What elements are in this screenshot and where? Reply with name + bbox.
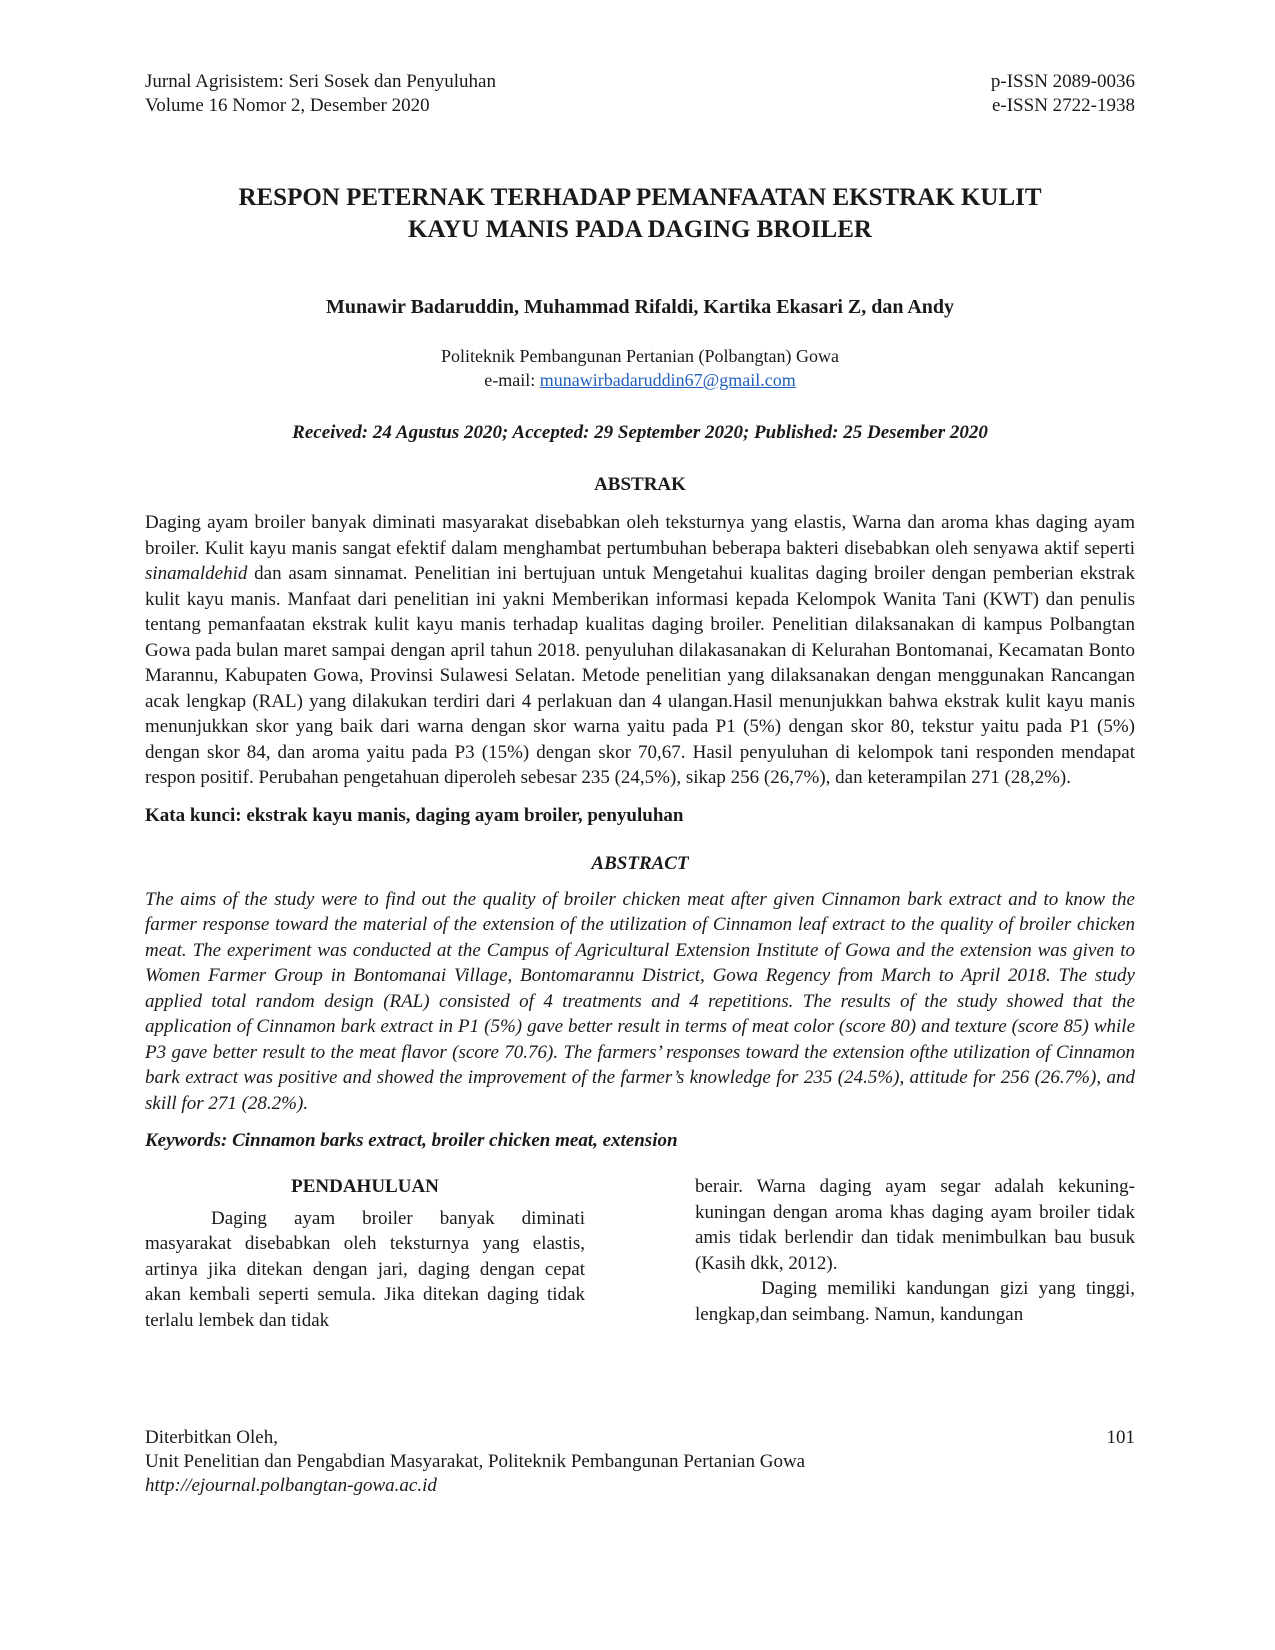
email-label: e-mail:	[484, 370, 540, 390]
page-number: 101	[1106, 1427, 1135, 1448]
paper-page	[145, 70, 1135, 1333]
abstrak-body	[145, 510, 1135, 791]
intro-right-paragraph-2: Daging memiliki kandungan gizi yang tinggi, lengkap,dan seimbang. Namun, kandungan	[695, 1278, 1135, 1325]
page-footer	[145, 1426, 1135, 1498]
affiliation	[145, 344, 1135, 392]
email-link[interactable]: munawirbadaruddin67@gmail.com	[539, 370, 796, 390]
intro-columns	[145, 1174, 1135, 1333]
paper-title-line-2: KAYU MANIS PADA DAGING BROILER	[408, 216, 872, 243]
journal-name: Jurnal Agrisistem: Seri Sosek dan Penyuluhan	[145, 71, 496, 92]
e-issn: e-ISSN 2722-1938	[991, 95, 1135, 116]
authors: Munawir Badaruddin, Muhammad Rifaldi, Kartika Ekasari Z, dan Andy	[325, 296, 955, 318]
intro-left-paragraph: Daging ayam broiler banyak diminati masyarakat disebabkan oleh teksturnya yang elastis, artinya jika ditekan dengan jari, daging dengan cepat akan kembali seperti semula. Jika ditekan daging tidak terlalu lembek dan tidak	[145, 1207, 585, 1331]
journal-header-right	[991, 70, 1135, 118]
intro-left-column	[145, 1174, 585, 1333]
published-by: Diterbitkan Oleh,	[145, 1427, 278, 1448]
abstrak-italic-term: sinamaldehid	[145, 563, 248, 584]
paper-title	[145, 182, 1135, 246]
abstrak-heading: ABSTRAK	[594, 474, 686, 495]
abstract-body: The aims of the study were to find out the quality of broiler chicken meat after given Cinnamon bark extract and to know the farmer response toward the material of the extension of the utilization of Cinnamon leaf extract to the quality of broiler chicken meat. The experiment was conducted at the Campus of Agricultural Extension Institute of Gowa and the extension was given to Women Farmer Group in Bontomanai Village, Bontomarannu District, Gowa Regency from March to April 2018. The study applied total random design (RAL) consisted of 4 treatments and 4 repetitions. The results of the study showed that the application of Cinnamon bark extract in P1 (5%) gave better result in terms of meat color (score 80) and texture (score 85) while P3 gave better result to the meat flavor (score 70.76). The farmers’ responses toward the extension ofthe utilization of Cinnamon bark extract was positive and showed the improvement of the farmer’s knowledge for 235 (24.5%), attitude for 256 (26.7%), and skill for 271 (28.2%).	[145, 888, 1135, 1114]
p-issn: p-ISSN 2089-0036	[990, 71, 1135, 92]
abstract-heading: ABSTRACT	[591, 852, 689, 874]
paper-title-line-1: RESPON PETERNAK TERHADAP PEMANFAATAN EKSTRAK KULIT	[238, 184, 1042, 211]
institution: Politeknik Pembangunan Pertanian (Polbangtan) Gowa	[441, 346, 839, 366]
intro-right-paragraph-1: berair. Warna daging ayam segar adalah kekuning-kuningan dengan aroma khas daging ayam broiler tidak amis tidak berlendir dan tidak menimbulkan bau busuk (Kasih dkk, 2012).	[695, 1176, 1135, 1274]
journal-header	[145, 70, 1135, 118]
publication-dates: Received: 24 Agustus 2020; Accepted: 29 September 2020; Published: 25 Desember 2020	[292, 422, 988, 443]
journal-url[interactable]: http://ejournal.polbangtan-gowa.ac.id	[145, 1475, 437, 1496]
abstrak-text-part-1: Daging ayam broiler banyak diminati masyarakat disebabkan oleh teksturnya yang elastis, Warna dan aroma khas daging ayam broiler. Kulit kayu manis sangat efektif dalam menghambat pertumbuhan beberapa bakteri disebabkan oleh senyawa aktif seperti	[145, 512, 1135, 559]
intro-right-column	[695, 1174, 1135, 1333]
keywords: Keywords: Cinnamon barks extract, broiler chicken meat, extension	[145, 1130, 678, 1151]
journal-header-left	[145, 70, 496, 118]
email-line	[145, 368, 1135, 392]
kata-kunci: Kata kunci: ekstrak kayu manis, daging ayam broiler, penyuluhan	[145, 804, 684, 826]
journal-volume: Volume 16 Nomor 2, Desember 2020	[145, 95, 430, 116]
footer-top-row	[145, 1426, 1135, 1450]
pendahuluan-heading: PENDAHULUAN	[291, 1176, 439, 1197]
publisher: Unit Penelitian dan Pengabdian Masyarakat, Politeknik Pembangunan Pertanian Gowa	[145, 1451, 806, 1472]
abstrak-text-part-2: dan asam sinnamat. Penelitian ini bertujuan untuk Mengetahui kualitas daging broiler dengan pemberian ekstrak kulit kayu manis. Manfaat dari penelitian ini yakni Memberikan informasi kepada Kelompok Wanita Tani (KWT) dan penulis tentang pemanfaatan ekstrak kulit kayu manis terhadap kualitas daging broiler. Penelitian dilaksanakan di kampus Polbangtan Gowa pada bulan maret sampai dengan april tahun 2018. penyuluhan dilakasanakan di Kelurahan Bontomanai, Kecamatan Bonto Marannu, Kabupaten Gowa, Provinsi Sulawesi Selatan. Metode penelitian yang dilaksanakan dengan menggunakan Rancangan acak lengkap (RAL) yang dilakukan terdiri dari 4 perlakuan dan 4 ulangan.Hasil menunjukkan bahwa ekstrak kulit kayu manis menunjukkan skor yang baik dari warna dengan skor warna yaitu pada P1 (5%) dengan skor 80, tekstur yaitu pada P1 (5%) dengan skor 84, dan aroma yaitu pada P3 (15%) dengan skor 70,67. Hasil penyuluhan di kelompok tani responden mendapat respon positif. Perubahan pengetahuan diperoleh sebesar 235 (24,5%), sikap 256 (26,7%), dan keterampilan 271 (28,2%).	[145, 563, 1135, 788]
